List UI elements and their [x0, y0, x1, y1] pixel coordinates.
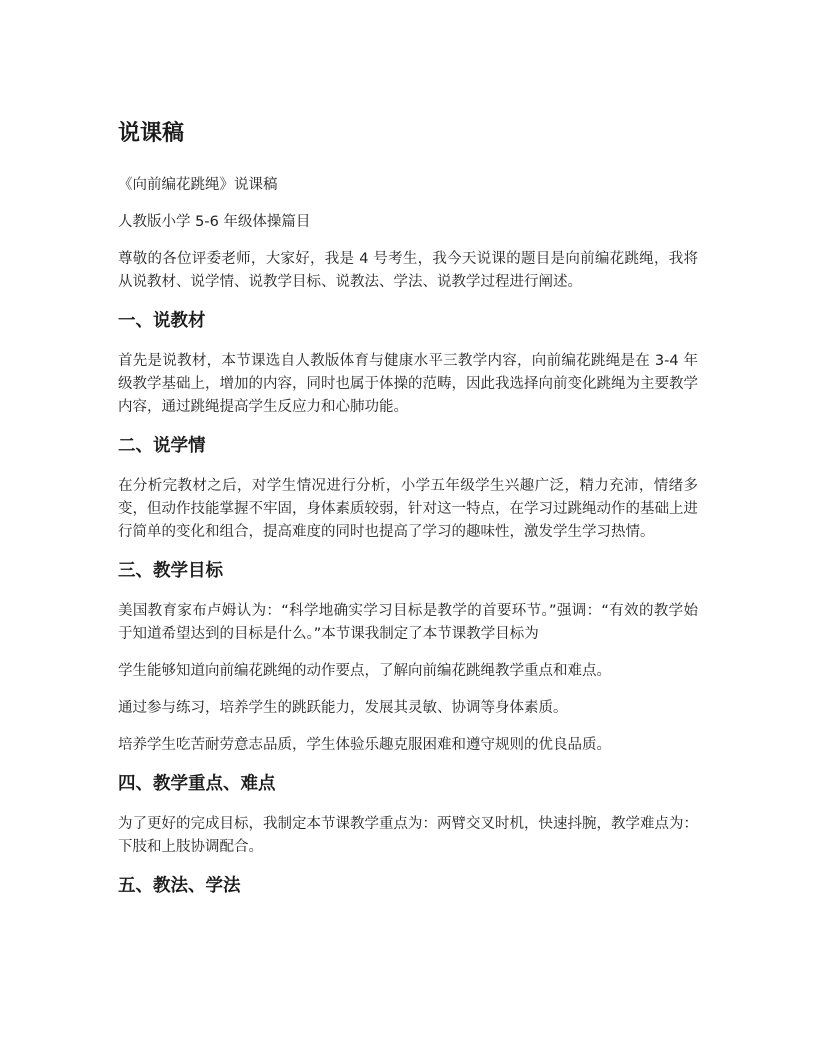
section-heading-objectives: 三、教学目标: [118, 561, 223, 581]
document-subtitle: 《向前编花跳绳》说课稿: [118, 177, 278, 193]
grade-line: 人教版小学 5-6 年级体操篇目: [118, 214, 311, 230]
objectives-paragraph-1: 美国教育家布卢姆认为：“科学地确实学习目标是教学的首要环节。”强调：“有效的教学始于知道希望达到的目标是什么。”本节课我制定了本节课教学目标为: [118, 603, 698, 642]
student-analysis-paragraph: 在分析完教材之后，对学生情况进行分析，小学五年级学生兴趣广泛，精力充沛，情绪多变，但动作技能掌握不牢固，身体素质较弱，针对这一特点，在学习过跳绳动作的基础上进行简单的变化和组合，提高难度的同时也提高了学习的趣味性，激发学生学习热情。: [118, 478, 698, 540]
objectives-paragraph-2: 学生能够知道向前编花跳绳的动作要点，了解向前编花跳绳教学重点和难点。: [118, 663, 611, 679]
intro-paragraph: 尊敬的各位评委老师，大家好，我是 4 号考生，我今天说课的题目是向前编花跳绳，我将从说教材、说学情、说教学目标、说教法、学法、说教学过程进行阐述。: [118, 251, 698, 290]
key-points-paragraph: 为了更好的完成目标，我制定本节课教学重点为：两臂交叉时机，快速抖腕，教学难点为：下肢和上肢协调配合。: [118, 816, 698, 855]
textbook-paragraph: 首先是说教材，本节课选自人教版体育与健康水平三教学内容，向前编花跳绳是在 3-4 年级教学基础上，增加的内容，同时也属于体操的范畴，因此我选择向前变化跳绳为主要教学内容，通过跳绳提高学生反应力和心肺功能。: [118, 353, 698, 415]
section-heading-methods: 五、教法、学法: [118, 876, 241, 896]
objectives-paragraph-4: 培养学生吃苦耐劳意志品质，学生体验乐趣克服困难和遵守规则的优良品质。: [118, 737, 611, 753]
section-heading-key-points: 四、教学重点、难点: [118, 774, 276, 794]
section-heading-student-analysis: 二、说学情: [118, 436, 206, 456]
section-heading-textbook: 一、说教材: [118, 311, 206, 331]
document-title: 说课稿: [118, 121, 185, 146]
objectives-paragraph-3: 通过参与练习，培养学生的跳跃能力，发展其灵敏、协调等身体素质。: [118, 700, 568, 716]
